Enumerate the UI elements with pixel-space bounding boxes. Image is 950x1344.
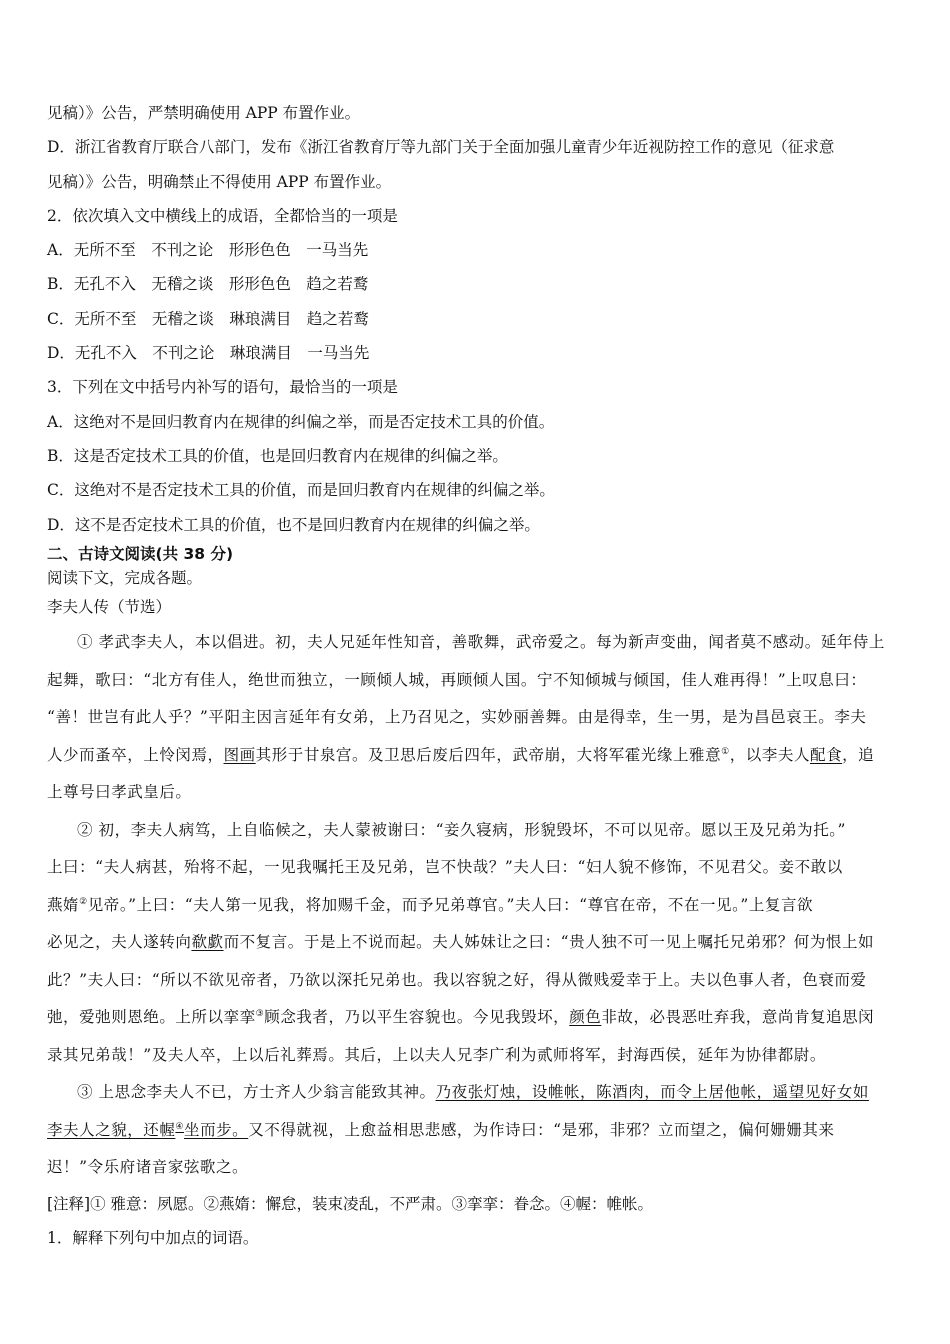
- p2-line-3: [47, 887, 909, 925]
- instruction: 阅读下文，完成各题。: [47, 568, 203, 587]
- text-run: ③ 上思念李夫人不已，方士齐人少翁言能致其神。: [77, 1083, 436, 1102]
- underlined-term: 图画: [223, 745, 256, 764]
- option-d-line-1: D．浙江省教育厅联合八部门，发布《浙江省教育厅等九部门关于全面加强儿童青少年近视防控工作的意见（征求意: [47, 138, 835, 157]
- underlined-sentence: 乃夜张灯烛，设帷帐，陈酒肉，而令上居他帐，遥望见好女如: [435, 1083, 869, 1102]
- p1-line-5: 上尊号曰孝武皇后。: [47, 783, 192, 802]
- p2-line-1: ② 初，李夫人病笃，上自临候之，夫人蒙被谢曰：“妾久寝病，形貌毁坏，不可以见帝。愿以王及兄弟为托。”: [77, 820, 847, 839]
- text-run: 又不得就视，上愈益相思悲感，为作诗曰：“是邪，非邪？立而望之，偏何姗姗其来: [248, 1120, 835, 1139]
- p2-line-7: 录其兄弟哉！”及夫人卒，上以后礼葬焉。其后，上以夫人兄李广利为贰师将军，封海西侯，延年为协律都尉。: [47, 1045, 826, 1064]
- text-run: 弛，爱弛则恩绝。上所以挛挛: [47, 1008, 256, 1027]
- option-d-line-2: 见稿）》公告，明确禁止不得使用 APP 布置作业。: [47, 172, 392, 191]
- underlined-term: 配食: [810, 745, 843, 764]
- footnote-marker: ④: [175, 1121, 185, 1132]
- p3-line-2: [47, 1112, 909, 1150]
- p2-line-2: 上曰：“夫人病甚，殆将不起，一见我嘱托王及兄弟，岂不快哉？”夫人曰：“妇人貌不修饰，不见君父。妾不敢以: [47, 858, 843, 877]
- p2-line-6: [47, 999, 909, 1037]
- q2-option-d: D．无孔不入 不刊之论 琳琅满目 一马当先: [47, 344, 370, 363]
- q2-option-b: B．无孔不入 无稽之谈 形形色色 趋之若鹜: [47, 275, 369, 294]
- underlined-term: 颜色: [569, 1008, 602, 1027]
- p2-line-5: 此？”夫人曰：“所以不欲见帝者，乃欲以深托兄弟也。我以容貌之好，得从微贱爱幸于上。夫以色事人者，色衰而爱: [47, 970, 867, 989]
- text-run: ，以李夫人: [729, 745, 811, 764]
- footnote-marker: ①: [721, 746, 730, 757]
- q3-option-b: B．这是否定技术工具的价值，也是回归教育内在规律的纠偏之举。: [47, 446, 508, 465]
- p1-line-3: “善！世岂有此人乎？”平阳主因言延年有女弟，上乃召见之，实妙丽善舞。由是得幸，生一男，是为昌邑哀王。李夫: [47, 708, 867, 727]
- footnote-marker: ③: [255, 1009, 265, 1019]
- text-run: ，追: [842, 745, 875, 764]
- p1-line-1: ① 孝武李夫人，本以倡进。初，夫人兄延年性知音，善歌舞，武帝爱之。每为新声变曲，闻者莫不感动。延年侍上: [77, 633, 885, 652]
- q3-option-a: A．这绝对不是回归教育内在规律的纠偏之举，而是否定技术工具的价值。: [47, 412, 555, 431]
- text-run: 见帝。”上曰：“夫人第一见我，将加赐千金，而予兄弟尊官。”夫人曰：“尊官在帝，不在一见。”上复言欲: [87, 895, 814, 914]
- q2-option-c: C．无所不至 无稽之谈 琳琅满目 趋之若鹜: [47, 309, 369, 328]
- underlined-sentence: 坐而步。: [184, 1120, 249, 1139]
- text-run: 而不复言。于是上不说而起。夫人姊妹让之曰：“贵人独不可一见上嘱托兄弟邪？何为恨上如: [223, 933, 875, 952]
- underlined-sentence: 李夫人之貌，还幄: [47, 1120, 176, 1139]
- q3-option-c: C．这绝对不是否定技术工具的价值，而是回归教育内在规律的纠偏之举。: [47, 481, 555, 500]
- text-run: 非故，必畏恶吐弃我，意尚肯复追思闵: [601, 1008, 875, 1027]
- footnote-marker: ②: [79, 896, 88, 907]
- question-1: 1．解释下列句中加点的词语。: [47, 1228, 259, 1247]
- document-page: [47, 96, 909, 1255]
- text-run: 燕媠: [47, 895, 80, 914]
- text-run: 顾念我者，乃以平生容貌也。今见我毁坏，: [264, 1008, 570, 1027]
- question-2: 2．依次填入文中横线上的成语，全都恰当的一项是: [47, 206, 398, 225]
- p1-line-2: 起舞，歌曰：“北方有佳人，绝世而独立，一顾倾人城，再顾倾人国。宁不知倾城与倾国，佳人难再得！”上叹息曰：: [47, 670, 867, 689]
- p3-line-1: [47, 1074, 909, 1112]
- section-title: 二、古诗文阅读(共 38 分): [47, 544, 234, 563]
- q2-option-a: A．无所不至 不刊之论 形形色色 一马当先: [47, 241, 369, 260]
- text-run: 必见之，夫人遂转向: [47, 933, 192, 952]
- p1-line-4: [47, 737, 909, 775]
- underlined-term: 欷歔: [191, 933, 224, 952]
- q3-option-d: D．这不是否定技术工具的价值，也不是回归教育内在规律的纠偏之举。: [47, 515, 540, 534]
- text-run: 人少而蚤卒，上怜闵焉，: [47, 745, 224, 764]
- text-run: 其形于甘泉宫。及卫思后废后四年，武帝崩，大将军霍光缘上雅意: [255, 745, 722, 764]
- p2-line-4: [47, 924, 909, 962]
- passage-title: 李夫人传（节选）: [47, 597, 172, 616]
- p3-line-3: 迟！”令乐府诸音家弦歌之。: [47, 1158, 249, 1177]
- question-3: 3．下列在文中括号内补写的语句，最恰当的一项是: [47, 378, 398, 397]
- text-line: 见稿）》公告，严禁明确使用 APP 布置作业。: [47, 104, 361, 122]
- footnotes: [注释]① 雅意：夙愿。②燕媠：懈怠，装束凌乱，不严肃。③挛挛：眷念。④幄：帷帐。: [47, 1194, 654, 1213]
